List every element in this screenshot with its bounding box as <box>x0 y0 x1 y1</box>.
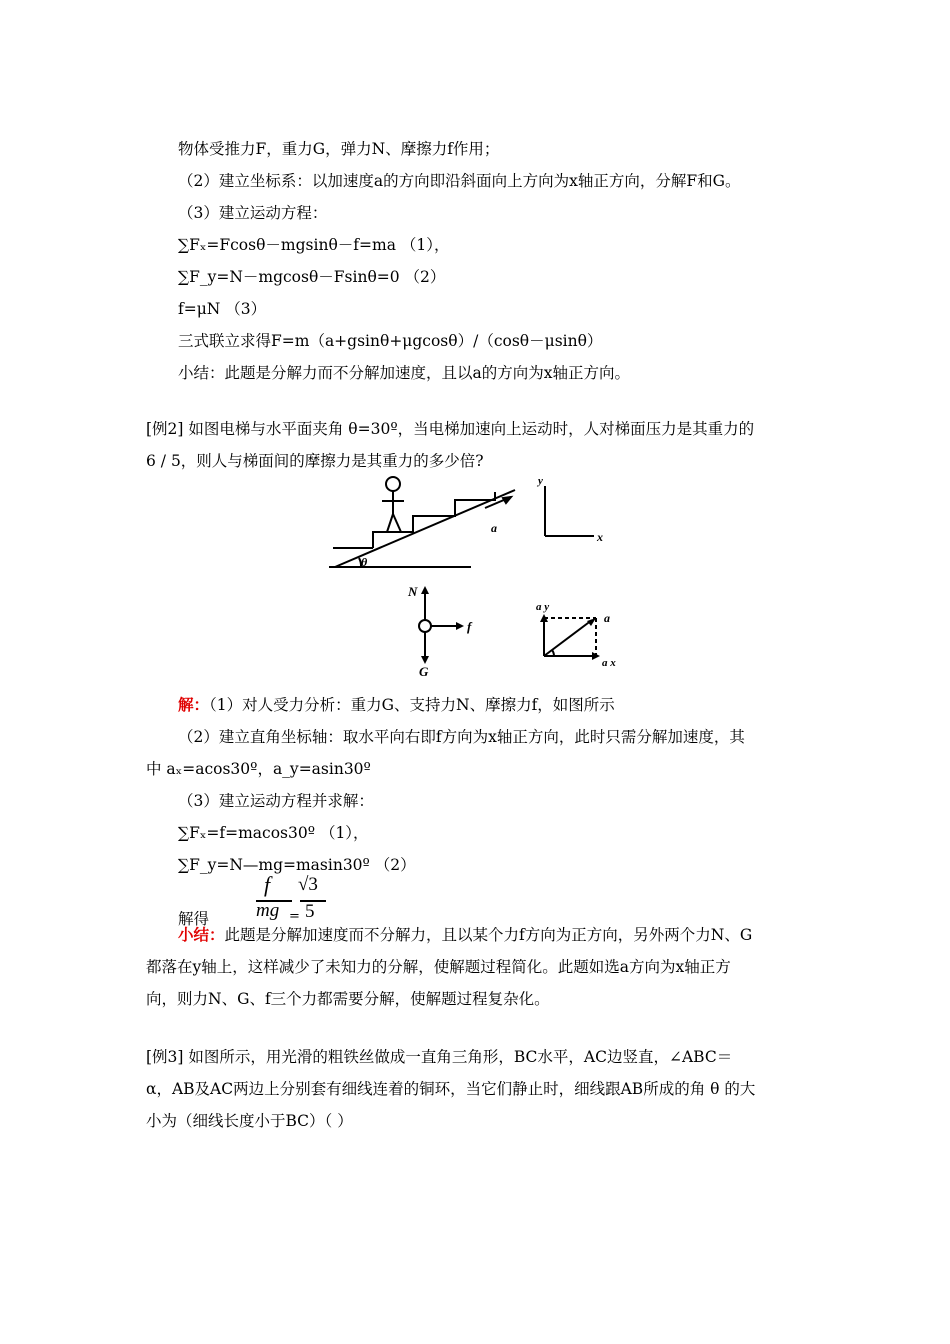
ay-label: a y <box>536 601 550 613</box>
accel-label: a <box>491 521 497 535</box>
summary2-text-2: 都落在y轴上，这样减少了未知力的分解，使解题过程简化。此题如选a方向为x轴正方 <box>146 958 731 976</box>
ax-label: a x <box>602 657 616 668</box>
equation-3: f=μN （3） <box>178 300 267 318</box>
solution-step-2-cont: 中 aₓ=acos30º，a_y=asin30º <box>146 760 371 778</box>
example2-question-line2: 6 / 5，则人与梯面间的摩擦力是其重力的多少倍? <box>146 452 484 470</box>
result-line: 三式联立求得F=m（a+gsinθ+μgcosθ）/（cosθ－μsinθ） <box>178 332 603 350</box>
theta-label: θ <box>361 555 368 569</box>
text-line-forces: 物体受推力F，重力G，弹力N、摩擦力f作用； <box>178 140 500 158</box>
example3-question-line3: 小为（细线长度小于BC）（ ） <box>146 1112 353 1130</box>
solution-equation-2: ∑F_y=N—mg=masin30º （2） <box>178 856 416 874</box>
fraction-denominator-left: mg <box>256 900 280 921</box>
f-label: f <box>467 619 472 634</box>
solve-label: 解得 <box>178 910 210 928</box>
force-diagram <box>405 578 485 676</box>
example3-question-line1: [例3] 如图所示，用光滑的粗铁丝做成一直角三角形，BC水平，AC边竖直，∠ABC＝ <box>146 1048 733 1066</box>
example2-question-line1: [例2] 如图电梯与水平面夹角 θ=30º，当电梯加速向上运动时，人对梯面压力是其重力的 <box>146 420 755 438</box>
equation-2: ∑F_y=N－mgcosθ－Fsinθ=0 （2） <box>178 268 446 286</box>
summary2-text-1: 此题是分解加速度而不分解力，且以某个力f方向为正方向，另外两个力N、G <box>224 926 753 944</box>
y-axis-label: y <box>538 475 543 487</box>
fraction-numerator-left: f <box>264 872 271 897</box>
summary2-line-1 <box>178 924 752 946</box>
solution-step-2: （2）建立直角坐标轴：取水平向右即f方向为x轴正方向，此时只需分解加速度，其 <box>178 728 745 746</box>
x-axis-label: x <box>597 530 603 542</box>
equation-1: ∑Fₓ=Fcosθ－mgsinθ－f=ma （1）， <box>178 236 450 254</box>
text-line-coordinate-system: （2）建立坐标系：以加速度a的方向即沿斜面向上方向为x轴正方向，分解F和G。 <box>178 172 741 190</box>
fraction-numerator-right: √3 <box>298 874 318 895</box>
solution-step-3: （3）建立运动方程并求解： <box>178 792 374 810</box>
summary2-label: 小结： <box>178 925 225 944</box>
example3-question-line2: α，AB及AC两边上分别套有细线连着的铜环，当它们静止时，细线跟AB所成的角 θ 的大 <box>146 1080 756 1098</box>
axes-figure <box>530 472 612 542</box>
a-label: a <box>604 611 610 625</box>
acceleration-decomposition-figure <box>530 598 622 668</box>
N-label: N <box>408 584 418 599</box>
text-line-motion-equations: （3）建立运动方程： <box>178 204 328 222</box>
solution-line-1 <box>178 694 615 716</box>
summary2-text-3: 向，则力N、G、f三个力都需要分解，使解题过程复杂化。 <box>146 990 550 1008</box>
G-label: G <box>419 664 429 676</box>
solution-equation-1: ∑Fₓ=f=macos30º （1）， <box>178 824 369 842</box>
fraction-denominator-right: 5 <box>305 901 315 922</box>
solution-step-1: （1）对人受力分析：重力G、支持力N、摩擦力f，如图所示 <box>209 696 615 714</box>
solution-label: 解： <box>178 695 210 714</box>
fraction-equals: = <box>289 909 300 924</box>
escalator-figure <box>325 470 525 574</box>
summary-line: 小结：此题是分解力而不分解加速度，且以a的方向为x轴正方向。 <box>178 364 630 382</box>
